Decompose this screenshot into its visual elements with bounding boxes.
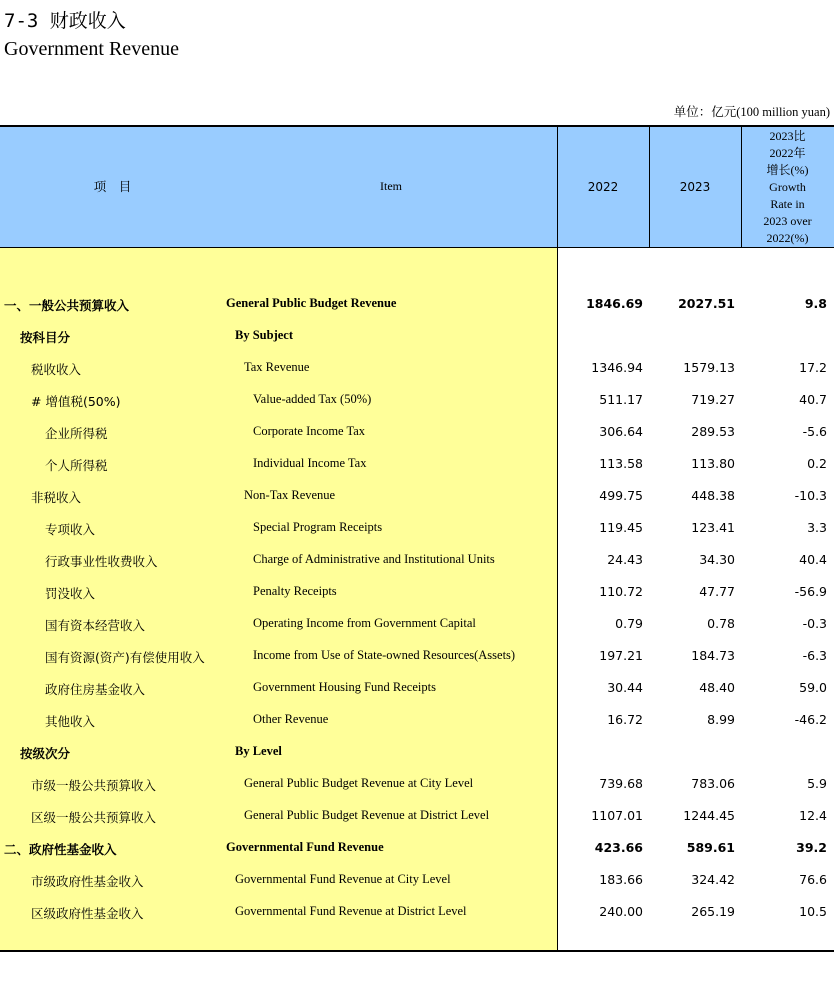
row-label-en: Operating Income from Government Capital bbox=[253, 616, 476, 630]
growth-header-line: 增长(%) bbox=[766, 163, 809, 177]
table-row bbox=[0, 832, 834, 864]
table-row bbox=[0, 416, 834, 448]
value-growth: -46.2 bbox=[794, 712, 827, 727]
value-2023: 1579.13 bbox=[683, 360, 735, 375]
table-row bbox=[0, 864, 834, 896]
column-header-2023: 2023 bbox=[679, 180, 711, 194]
column-header-item-en: Item bbox=[380, 179, 402, 193]
table-row bbox=[0, 288, 834, 320]
value-2022: 16.72 bbox=[607, 712, 643, 727]
row-label-en: Special Program Receipts bbox=[253, 520, 383, 534]
unit-label-cn: 单位：亿元 bbox=[673, 104, 737, 119]
row-label-cn: 按科目分 bbox=[20, 330, 71, 345]
column-header-2022: 2022 bbox=[587, 180, 619, 194]
unit-label-en: (100 million yuan) bbox=[736, 105, 830, 119]
row-label-cn: 按级次分 bbox=[20, 746, 71, 761]
row-label-en: Government Housing Fund Receipts bbox=[253, 680, 436, 694]
revenue-table bbox=[0, 125, 834, 952]
row-label-en: Governmental Fund Revenue at City Level bbox=[235, 872, 451, 886]
row-label-cn: 市级政府性基金收入 bbox=[31, 874, 144, 889]
table-top-rule bbox=[0, 125, 834, 127]
value-2022: 30.44 bbox=[607, 680, 643, 695]
value-2023: 324.42 bbox=[691, 872, 735, 887]
value-2022: 423.66 bbox=[594, 840, 643, 855]
unit-label bbox=[674, 102, 830, 120]
row-label-en: Governmental Fund Revenue at District Level bbox=[235, 904, 467, 918]
row-label-en: Tax Revenue bbox=[244, 360, 310, 374]
growth-header-line: 2023比 bbox=[769, 129, 806, 143]
row-label-en: Corporate Income Tax bbox=[253, 424, 366, 438]
value-2023: 123.41 bbox=[691, 520, 735, 535]
row-label-cn: # 增值税(50%) bbox=[31, 394, 121, 409]
value-2022: 1346.94 bbox=[591, 360, 643, 375]
row-label-en: Non-Tax Revenue bbox=[244, 488, 336, 502]
table-bottom-rule bbox=[0, 950, 834, 952]
row-label-en: By Level bbox=[235, 744, 282, 758]
table-row bbox=[0, 480, 834, 512]
table-row bbox=[0, 768, 834, 800]
value-growth: 9.8 bbox=[804, 296, 827, 311]
value-2022: 511.17 bbox=[599, 392, 643, 407]
value-2023: 783.06 bbox=[691, 776, 735, 791]
value-2023: 48.40 bbox=[699, 680, 735, 695]
table-row bbox=[0, 672, 834, 704]
row-label-cn: 个人所得税 bbox=[45, 458, 108, 473]
growth-header-line: 2023 over bbox=[763, 214, 812, 228]
row-label-en: General Public Budget Revenue at District Level bbox=[244, 808, 490, 822]
value-2022: 240.00 bbox=[599, 904, 643, 919]
row-label-cn: 专项收入 bbox=[45, 522, 96, 537]
value-growth: 0.2 bbox=[807, 456, 827, 471]
row-label-en: Individual Income Tax bbox=[253, 456, 367, 470]
table-row bbox=[0, 576, 834, 608]
column-header-item-cn: 项 目 bbox=[93, 179, 132, 194]
row-label-cn: 市级一般公共预算收入 bbox=[31, 778, 157, 793]
row-label-en: Value-added Tax (50%) bbox=[253, 392, 372, 406]
column-header-growth bbox=[741, 128, 834, 247]
value-growth: -10.3 bbox=[794, 488, 827, 503]
row-label-en: Other Revenue bbox=[253, 712, 329, 726]
row-label-cn: 区级政府性基金收入 bbox=[31, 906, 144, 921]
value-2022: 306.64 bbox=[599, 424, 643, 439]
value-growth: -56.9 bbox=[794, 584, 827, 599]
value-2022: 1107.01 bbox=[591, 808, 643, 823]
row-label-en: By Subject bbox=[235, 328, 293, 342]
table-row bbox=[0, 448, 834, 480]
value-2022: 110.72 bbox=[599, 584, 643, 599]
value-2022: 24.43 bbox=[607, 552, 643, 567]
value-growth: 39.2 bbox=[796, 840, 827, 855]
table-row bbox=[0, 640, 834, 672]
value-2023: 289.53 bbox=[691, 424, 735, 439]
value-2023: 47.77 bbox=[699, 584, 735, 599]
table-row bbox=[0, 384, 834, 416]
row-label-en: Penalty Receipts bbox=[253, 584, 337, 598]
row-label-en: Income from Use of State-owned Resources(Assets) bbox=[253, 648, 516, 662]
value-2022: 1846.69 bbox=[586, 296, 643, 311]
row-label-cn: 国有资源(资产)有偿使用收入 bbox=[45, 650, 205, 665]
row-label-cn: 一、一般公共预算收入 bbox=[4, 298, 130, 313]
value-2022: 119.45 bbox=[599, 520, 643, 535]
value-growth: 17.2 bbox=[799, 360, 827, 375]
row-label-cn: 行政事业性收费收入 bbox=[45, 554, 158, 569]
value-2023: 34.30 bbox=[699, 552, 735, 567]
value-2022: 499.75 bbox=[599, 488, 643, 503]
value-2023: 8.99 bbox=[707, 712, 735, 727]
value-2023: 719.27 bbox=[691, 392, 735, 407]
value-2022: 197.21 bbox=[599, 648, 643, 663]
value-2022: 113.58 bbox=[599, 456, 643, 471]
row-label-cn: 二、政府性基金收入 bbox=[4, 842, 117, 857]
value-2023: 113.80 bbox=[691, 456, 735, 471]
value-2023: 265.19 bbox=[691, 904, 735, 919]
table-row bbox=[0, 352, 834, 384]
value-2023: 184.73 bbox=[691, 648, 735, 663]
value-2022: 183.66 bbox=[599, 872, 643, 887]
value-growth: 40.4 bbox=[799, 552, 827, 567]
row-label-cn: 企业所得税 bbox=[45, 426, 108, 441]
value-growth: 12.4 bbox=[799, 808, 827, 823]
table-title-en: Government Revenue bbox=[4, 38, 179, 60]
row-label-en: Charge of Administrative and Institutional Units bbox=[253, 552, 495, 566]
value-2023: 589.61 bbox=[686, 840, 735, 855]
growth-header-line: Rate in bbox=[770, 197, 805, 211]
row-label-en: General Public Budget Revenue bbox=[226, 296, 397, 310]
value-2023: 1244.45 bbox=[683, 808, 735, 823]
row-label-en: General Public Budget Revenue at City Level bbox=[244, 776, 474, 790]
value-growth: 3.3 bbox=[807, 520, 827, 535]
value-growth: 40.7 bbox=[799, 392, 827, 407]
row-label-cn: 罚没收入 bbox=[45, 586, 96, 601]
row-label-cn: 其他收入 bbox=[45, 714, 96, 729]
value-growth: -5.6 bbox=[802, 424, 827, 439]
value-growth: 76.6 bbox=[799, 872, 827, 887]
table-row bbox=[0, 320, 834, 352]
growth-header-line: Growth bbox=[769, 180, 806, 194]
table-row bbox=[0, 736, 834, 768]
row-label-cn: 税收收入 bbox=[31, 362, 82, 377]
value-2023: 448.38 bbox=[691, 488, 735, 503]
value-2022: 0.79 bbox=[615, 616, 643, 631]
value-growth: 10.5 bbox=[799, 904, 827, 919]
growth-header-line: 2022年 bbox=[769, 146, 806, 160]
value-2022: 739.68 bbox=[599, 776, 643, 791]
table-row bbox=[0, 544, 834, 576]
row-label-cn: 国有资本经营收入 bbox=[45, 618, 146, 633]
table-title-cn: 7-3 财政收入 bbox=[4, 10, 126, 32]
growth-header-line: 2022(%) bbox=[766, 231, 809, 245]
value-2023: 2027.51 bbox=[678, 296, 735, 311]
header-bottom-rule bbox=[0, 247, 834, 248]
table-row bbox=[0, 896, 834, 928]
value-growth: -0.3 bbox=[802, 616, 827, 631]
row-label-en: Governmental Fund Revenue bbox=[226, 840, 384, 854]
value-growth: 5.9 bbox=[807, 776, 827, 791]
row-label-cn: 区级一般公共预算收入 bbox=[31, 810, 157, 825]
table-row bbox=[0, 800, 834, 832]
row-label-cn: 非税收入 bbox=[31, 490, 82, 505]
value-2023: 0.78 bbox=[707, 616, 735, 631]
value-growth: 59.0 bbox=[799, 680, 827, 695]
table-row bbox=[0, 608, 834, 640]
table-row bbox=[0, 704, 834, 736]
table-row bbox=[0, 512, 834, 544]
row-label-cn: 政府住房基金收入 bbox=[45, 682, 146, 697]
value-growth: -6.3 bbox=[802, 648, 827, 663]
